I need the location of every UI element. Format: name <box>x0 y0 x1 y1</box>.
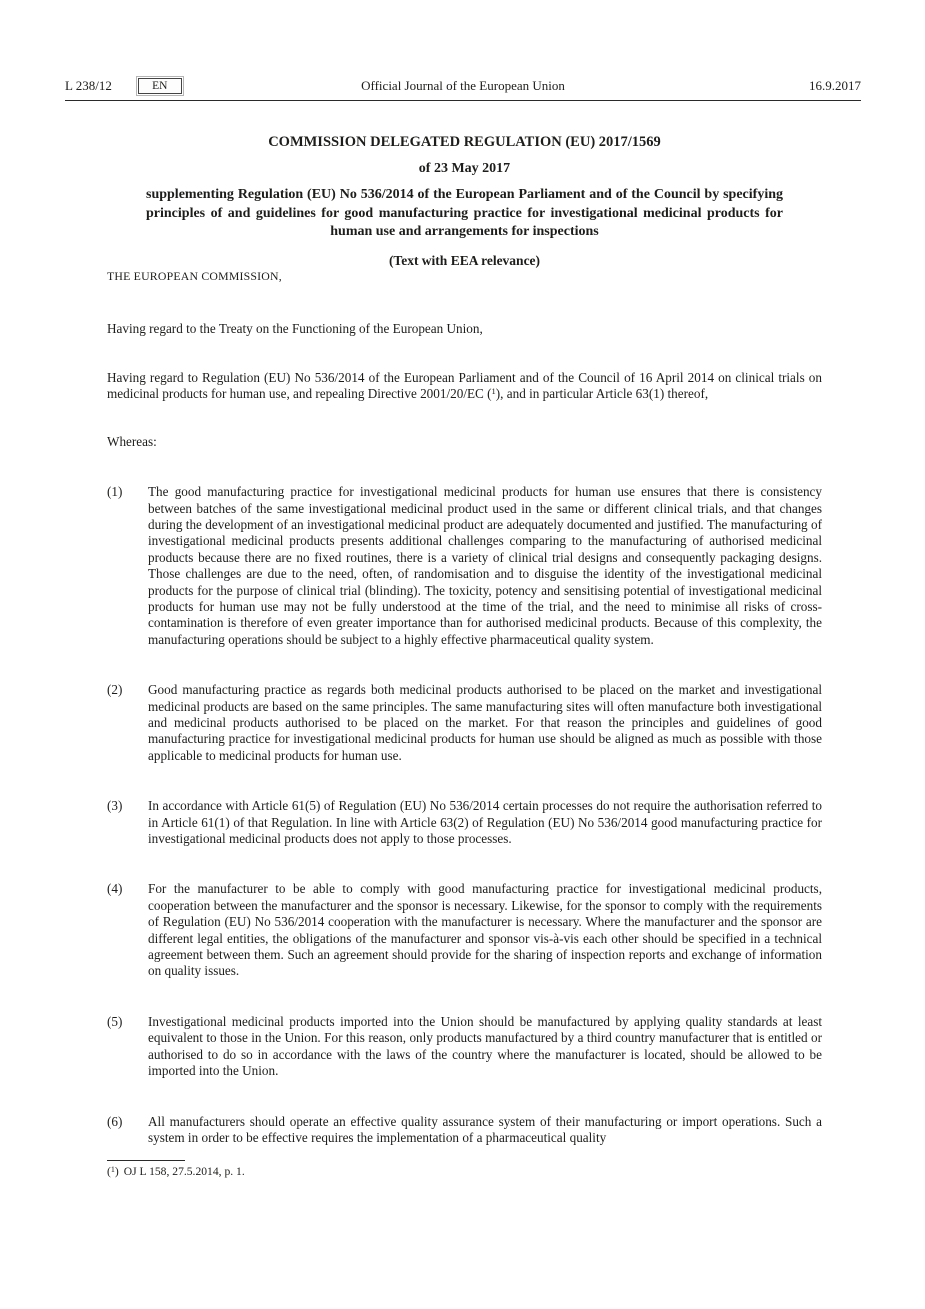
regulation-date-line: of 23 May 2017 <box>418 161 511 176</box>
recital-4 <box>107 881 822 979</box>
recital-text: Good manufacturing practice as regards both medicinal products authorised to be placed on the market and investigational medicinal products are based on the same principles. The same manufacturing sites will often manufacture both investigational and medicinal products authorised to be placed on the market. For that reason the principles and guidelines of good manufacturing practice for investigational medicinal products for human use should be aligned as much as possible with those applicable to medicinal products for human use. <box>148 682 822 763</box>
recital-6 <box>107 1114 822 1147</box>
recital-text: All manufacturers should operate an effective quality assurance system of their manufacturing or import operations. Such a system in order to be effective requires the implementation of a pharmaceutical quality <box>148 1113 822 1145</box>
recital-text: The good manufacturing practice for investigational medicinal products for human use ensures that there is consistency between batches of the same investigational medicinal product used in the same or different clinical trials, and that changes during the development of an investigational medicinal product are adequately documented and justified. The manufacturing of investigational medicinal products presents additional challenges comparing to the manufacturing of authorised medicinal products because there are no fixed routines, there is a variety of clinical trial designs and consequently packaging designs. Those challenges are due to the need, often, of randomisation and to disguise the identity of the investigational medicinal products for the purpose of clinical trial (blinding). The toxicity, potency and sensitising potential of investigational medicinal products for human use may not be fully understood at the time of the trial, and the need to minimise all risks of cross-contamination is therefore of even greater importance than for authorised medicinal products. Because of this complexity, the manufacturing operations should be subject to a highly effective pharmaceutical quality system. <box>148 484 822 647</box>
recital-text: For the manufacturer to be able to comply with good manufacturing practice for investigational medicinal products, cooperation between the manufacturer and the sponsor is necessary. Likewise, for the sponsor to comply with the requirements of Regulation (EU) No 536/2014 cooperation with the manufacturer is necessary. Where the manufacturer and the sponsor are different legal entities, the obligations of the manufacturer and sponsor vis-à-vis each other should be specified in a technical agreement between them. Such an agreement should provide for the sharing of inspection reports and exchange of information on quality issues. <box>148 881 822 979</box>
recital-2 <box>107 682 822 764</box>
footnote-reference: 1 <box>491 386 496 397</box>
recital-5 <box>107 1014 822 1080</box>
citation-regulation <box>107 370 822 403</box>
preamble-opening: THE EUROPEAN COMMISSION, <box>107 268 282 283</box>
citation-regulation-text-1: Having regard to Regulation (EU) No 536/2014 of the European Parliament and of the Council of 16 April 2014 on clinical trials on medicinal products for human use, and repealing Directive 2001/20/EC ( <box>107 369 822 402</box>
language-badge: EN <box>138 78 182 94</box>
citation-regulation-text-2: ), and in particular Article 63(1) thereof, <box>495 386 709 402</box>
recital-text: Investigational medicinal products imported into the Union should be manufactured by applying quality standards at least equivalent to those in the Union. For this reason, only products manufactured by a third country manufacturer that is entitled or authorised to do so in accordance with the laws of the country where the manufacturer is located, should be allowed to be imported into the Union. <box>148 1013 822 1079</box>
regulation-subtitle: supplementing Regulation (EU) No 536/2014 of the European Parliament and of the Council by specifying principles of and guidelines for good manufacturing practice for investigational medicinal products for human use and arrangements for inspections <box>146 187 783 239</box>
recital-number: (3) <box>107 798 123 814</box>
whereas-label: Whereas: <box>107 433 157 449</box>
footnote-area <box>107 1160 822 1179</box>
recital-number: (6) <box>107 1113 123 1129</box>
footnote-marker: ($^1$) <box>107 1165 119 1179</box>
recital-3 <box>107 798 822 847</box>
recital-text: In accordance with Article 61(5) of Regulation (EU) No 536/2014 certain processes do not require the authorisation referred to in Article 61(1) of that Regulation. In line with Article 63(2) of Regulation (EU) No 536/2014 good manufacturing practice for investigational medicinal products does not apply to those processes. <box>148 798 822 847</box>
recital-1 <box>107 484 822 648</box>
citation-treaty: Having regard to the Treaty on the Functioning of the European Union, <box>107 320 483 336</box>
eea-relevance-note: (Text with EEA relevance) <box>388 252 541 268</box>
page-number: L 238/12 <box>65 78 112 93</box>
footnote <box>107 1165 822 1179</box>
recital-number: (5) <box>107 1013 123 1029</box>
recital-number: (4) <box>107 881 123 897</box>
footnote-text: OJ L 158, 27.5.2014, p. 1. <box>123 1165 245 1179</box>
recital-number: (1) <box>107 484 123 500</box>
document-body <box>107 134 822 1179</box>
journal-title: Official Journal of the European Union <box>361 78 565 93</box>
footnote-rule <box>107 1160 185 1161</box>
header-date: 16.9.2017 <box>809 78 861 93</box>
header-rule <box>65 100 861 101</box>
header-left <box>65 78 361 94</box>
recital-number: (2) <box>107 682 123 698</box>
page-header <box>65 78 861 94</box>
regulation-title: COMMISSION DELEGATED REGULATION (EU) 2017/1569 <box>268 134 661 150</box>
